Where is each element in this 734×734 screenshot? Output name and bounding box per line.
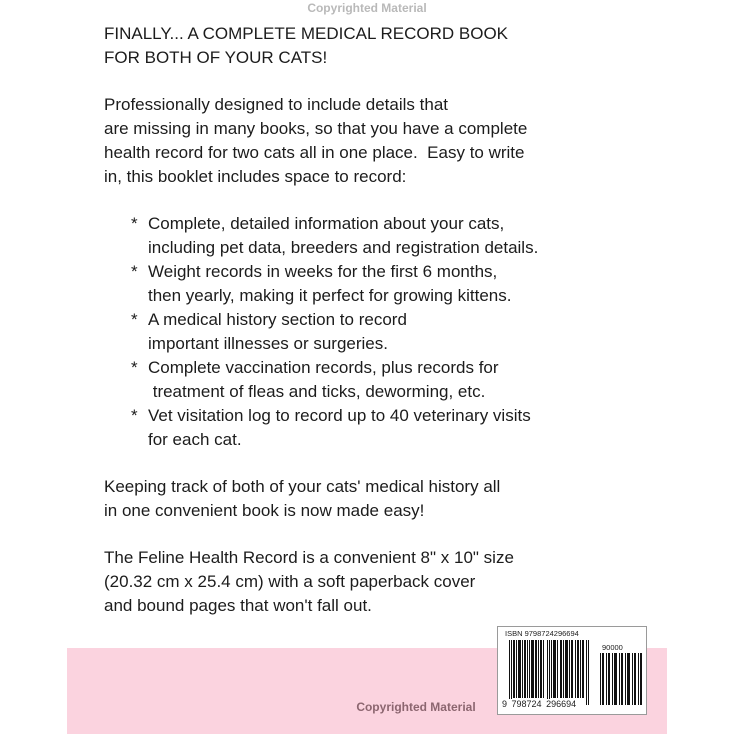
- feature-item-continuation: treatment of fleas and ticks, deworming, etc.: [148, 382, 486, 401]
- barcode-digits: 9 798724 296694: [502, 699, 577, 709]
- closing-line: in one convenient book is now made easy!: [104, 501, 425, 520]
- feature-item-continuation: for each cat.: [148, 430, 242, 449]
- price-code: 90000: [602, 643, 623, 652]
- closing-paragraph-1: [104, 475, 564, 523]
- intro-paragraph: [104, 93, 564, 189]
- bullet-asterisk-icon: *: [131, 310, 138, 329]
- intro-line: health record for two cats all in one place. Easy to write: [104, 143, 525, 162]
- feature-item-continuation: including pet data, breeders and registration details.: [148, 238, 539, 257]
- feature-item: * A medical history section to record: [104, 308, 564, 332]
- back-cover-text: [104, 22, 564, 618]
- closing-paragraph-2: [104, 546, 564, 618]
- isbn-barcode: [497, 626, 647, 715]
- feature-item: * Weight records in weeks for the first 6 months,: [104, 260, 564, 284]
- closing-line: The Feline Health Record is a convenient 8" x 10" size: [104, 548, 514, 567]
- feature-item-continuation: important illnesses or surgeries.: [148, 334, 388, 353]
- bullet-asterisk-icon: *: [131, 358, 138, 377]
- headline: [104, 22, 564, 70]
- bullet-asterisk-icon: *: [131, 262, 138, 281]
- feature-list: [104, 212, 564, 452]
- isbn-label: ISBN 9798724296694: [505, 629, 579, 638]
- intro-line: Professionally designed to include details that: [104, 95, 448, 114]
- intro-line: are missing in many books, so that you have a complete: [104, 119, 528, 138]
- closing-line: and bound pages that won't fall out.: [104, 596, 372, 615]
- intro-line: in, this booklet includes space to record:: [104, 167, 407, 186]
- headline-line-2: FOR BOTH OF YOUR CATS!: [104, 48, 328, 67]
- copyright-watermark-bottom: Copyrighted Material: [356, 700, 476, 714]
- barcode-bars-icon: [509, 640, 589, 705]
- feature-item-continuation: then yearly, making it perfect for growing kittens.: [148, 286, 512, 305]
- closing-line: (20.32 cm x 25.4 cm) with a soft paperback cover: [104, 572, 476, 591]
- feature-item: * Vet visitation log to record up to 40 veterinary visits: [104, 404, 564, 428]
- copyright-watermark-top: Copyrighted Material: [307, 1, 427, 15]
- feature-item: * Complete vaccination records, plus records for: [104, 356, 564, 380]
- closing-line: Keeping track of both of your cats' medical history all: [104, 477, 501, 496]
- headline-line-1: FINALLY... A COMPLETE MEDICAL RECORD BOOK: [104, 24, 509, 43]
- bullet-asterisk-icon: *: [131, 214, 138, 233]
- feature-item: * Complete, detailed information about your cats,: [104, 212, 564, 236]
- bullet-asterisk-icon: *: [131, 406, 138, 425]
- addon-barcode-bars-icon: [600, 653, 644, 705]
